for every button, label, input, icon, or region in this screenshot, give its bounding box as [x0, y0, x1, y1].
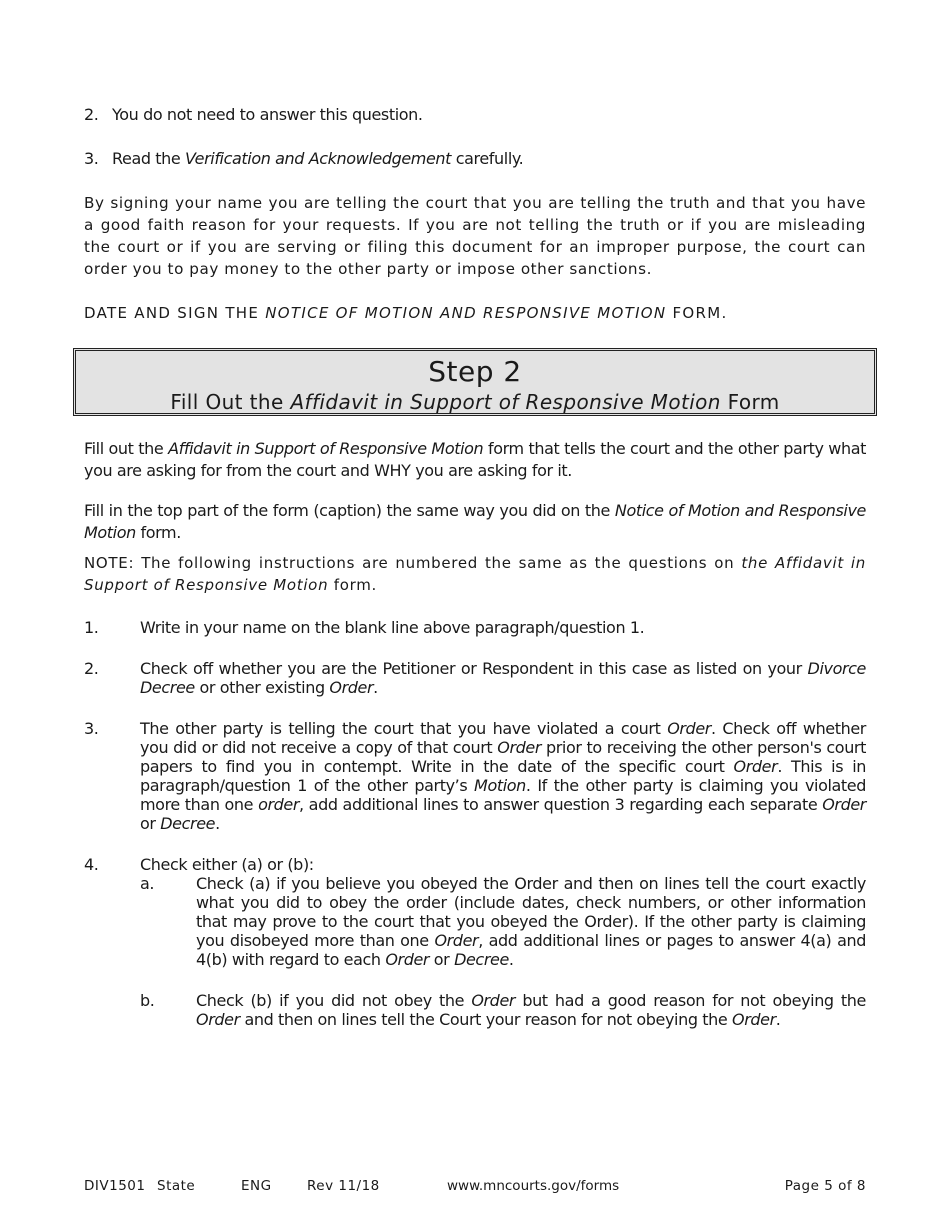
instruction-item-3: 3. The other party is telling the court that you have violated a court Order. Check off whether you did or did not receive a copy of that court Order prior to receiving the other person's court papers to find you in contempt. Write in the date of the specific court Order. This is in paragraph/question 1 of the other party’s Motion. If the other party is claiming you violated more than one order, add additional lines to answer question 3 regarding each separate Order or Decree. — [84, 719, 866, 833]
footer-revision: Rev 11/18 — [307, 1178, 380, 1194]
step-2-body — [84, 438, 866, 1029]
instruction-item-2: 2. Check off whether you are the Petitioner or Respondent in this case as listed on your Divorce Decree or other existing Order. — [84, 659, 866, 697]
step-2-header-box — [73, 348, 877, 416]
note-paragraph: NOTE: The following instructions are numbered the same as the questions on the Affidavit in Support of Responsive Motion form. — [84, 554, 866, 594]
instruction-paragraph-2: Fill in the top part of the form (caption) the same way you did on the Notice of Motion and Responsive Motion form. — [84, 501, 866, 542]
step-subtitle: Fill Out the Affidavit in Support of Responsive Motion Form — [170, 390, 780, 414]
footer-state: State — [157, 1178, 196, 1194]
sub-item-a: a. Check (a) if you believe you obeyed the Order and then on lines tell the court exactly what you did to obey the order (include dates, check numbers, or other information that may prove to the court that you obeyed the Order). If the other party is claiming you disobeyed more than one Order, add additional lines or pages to answer 4(a) and 4(b) with regard to each Order or Decree. — [140, 874, 866, 969]
footer-url: www.mncourts.gov/forms — [447, 1178, 620, 1194]
intro-item-2: 2. You do not need to answer this question. — [84, 105, 423, 124]
footer-page-number: Page 5 of 8 — [784, 1178, 866, 1194]
footer-form-id: DIV1501 — [84, 1178, 146, 1194]
intro-item-3: 3. Read the Verification and Acknowledgement carefully. — [84, 149, 524, 168]
instruction-paragraph-1: Fill out the Affidavit in Support of Responsive Motion form that tells the court and the other party what you are asking for from the court and WHY you are asking for it. — [84, 439, 866, 480]
warning-paragraph: By signing your name you are telling the court that you are telling the truth and that you have a good faith reason for your requests. If you are not telling the truth or if you are misleading the court or if you are serving or filing this document for an improper purpose, the court can order you to pay money to the other party or impose other sanctions. — [84, 194, 866, 278]
date-and-sign-instruction: DATE AND SIGN THE NOTICE OF MOTION AND RESPONSIVE MOTION FORM. — [84, 304, 728, 322]
instruction-item-4: 4. Check either (a) or (b): a. Check (a) if you believe you obeyed the Order and then on lines tell the court exactly what you did to obey the order (include dates, check numbers, or other information that may prove to the court that you obeyed the Order). If the other party is claiming you disobeyed more than one Order, add additional lines or pages to answer 4(a) and 4(b) with regard to each Order or Decree. b. Check (b) if you did not obey the Order but had a good reason for not obeying the Order and then on lines tell the Court your reason for not obeying the Order. — [84, 855, 866, 1029]
sub-item-b: b. Check (b) if you did not obey the Order but had a good reason for not obeying the Order and then on lines tell the Court your reason for not obeying the Order. — [140, 991, 866, 1029]
instruction-item-1: 1. Write in your name on the blank line above paragraph/question 1. — [84, 618, 645, 637]
page-body — [84, 104, 866, 324]
footer-language: ENG — [241, 1178, 272, 1194]
step-title: Step 2 — [428, 355, 522, 388]
